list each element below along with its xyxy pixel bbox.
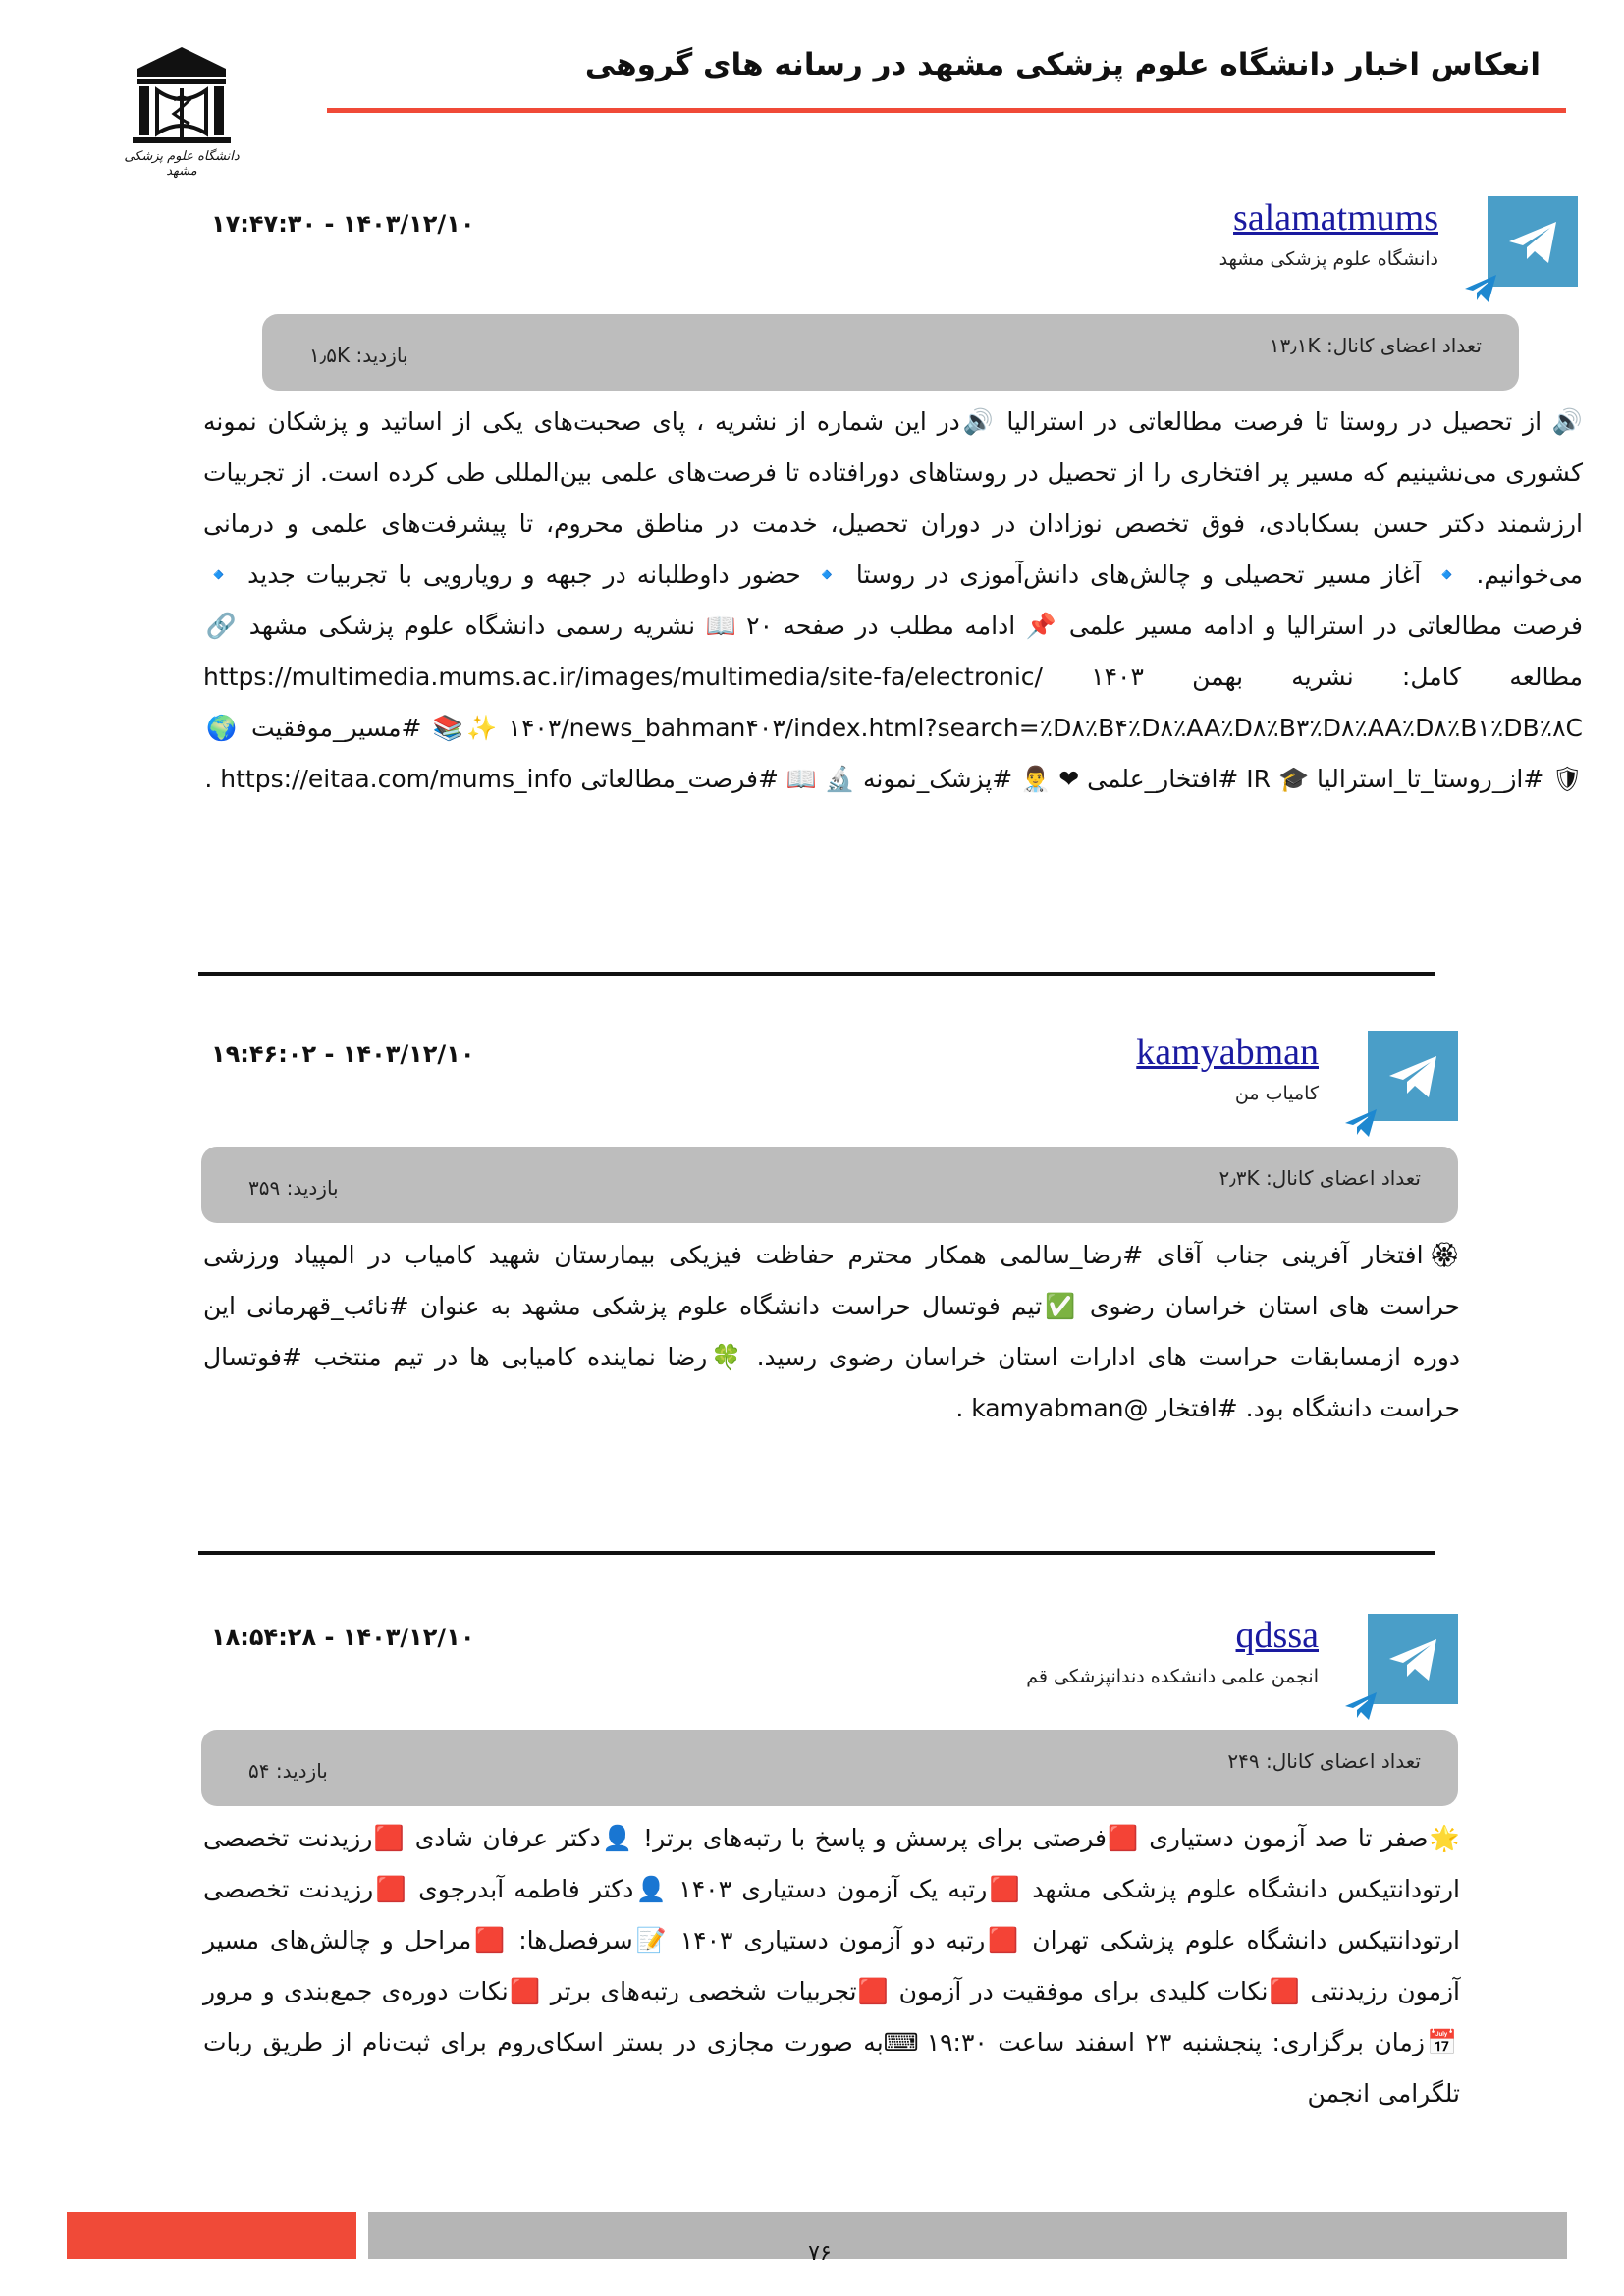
post-body-text: 🏵افتخار آفرینی جناب آقای #رضا_سالمی همکار محترم حفاظت فیزیکی بیمارستان شهید کامیاب در المپیاد ورزشی حراست های استان خراسان رضوی ✅تیم فوتسال حراست دانشگاه علوم پزشکی مشهد به عنوان #نائب_قهرمانی این دوره ازمسابقات حراست های ادارات استان خراسان رضوی رسید. 🍀رضا نماینده کامیابی ها در تیم منتخب #فوتسال حراست دانشگاه بود. #افتخار @kamyabman . xyxy=(203,1241,1460,1422)
channel-subtitle: انجمن علمی دانشکده دندانپزشکی قم xyxy=(1026,1666,1319,1687)
post-stats-bar xyxy=(262,314,1519,391)
post-divider xyxy=(198,1551,1435,1555)
post-views-count: بازدید: ۳۵۹ xyxy=(248,1176,339,1200)
telegram-icon xyxy=(1341,1686,1380,1726)
telegram-channel-icon[interactable] xyxy=(1368,1614,1458,1704)
post-views-count: بازدید: ۵۴ xyxy=(248,1759,328,1783)
channel-name-link[interactable]: kamyabman xyxy=(1136,1032,1319,1073)
channel-subtitle: دانشگاه علوم پزشکی مشهد xyxy=(1218,248,1438,270)
header-divider xyxy=(327,108,1566,113)
post-body-text: 🔊 از تحصیل در روستا تا فرصت مطالعاتی در استرالیا 🔊در این شماره از نشریه ، پای صحبت‌های یکی از اساتید و پزشکان نمونه کشوری می‌نشینیم که مسیر پر افتخاری را از تحصیل در روستاهای دورافتاده تا فرصت‌های علمی بین‌المللی طی کرده است. از تجربیات ارزشمند دکتر حسن بسکابادی، فوق تخصص نوزادان در دوران تحصیل، خدمت در مناطق محروم، تا پیشرفت‌های علمی و درمانی می‌خوانیم. 🔹 آغاز مسیر تحصیلی و چالش‌های دانش‌آموزی در روستا 🔹 حضور داوطلبانه در جبهه و رویارویی با تجربیات جدید 🔹 فرصت مطالعاتی در استرالیا و ادامه مسیر علمی 📌 ادامه مطلب در صفحه ۲۰ 📖 نشریه رسمی دانشگاه علوم پزشکی مشهد 🔗 مطالعه کامل: نشریه بهمن ۱۴۰۳ https://multimedia.mums.ac.ir/images/multimedia/site-fa/electronic/۱۴۰۳/news_bahman۴۰۳/index.html?search=٪D۸٪B۴٪D۸٪AA٪D۸٪B۳٪D۸٪AA٪D۸٪B۱٪DB٪۸C ✨📚 #مسیر_موفقیت 🌍 🛡 #از_روستا_تا_استرالیا 🎓 IR #افتخار_علمی ❤ 👨‍⚕ #پزشک_نمونه 🔬 📖 #فرصت_مطالعاتی https://eitaa.com/mums_info . xyxy=(203,407,1584,793)
logo-caption: دانشگاه علوم پزشکی مشهد xyxy=(124,149,240,179)
channel-members-count: تعداد اعضای کانال: ۱۳٫۱K xyxy=(1269,334,1482,357)
post-views-count: بازدید: ۱٫۵K xyxy=(309,344,408,367)
telegram-channel-icon[interactable] xyxy=(1368,1031,1458,1121)
post-divider xyxy=(198,972,1435,976)
post-datetime: ۱۴۰۳/۱۲/۱۰ - ۱۷:۴۷:۳۰ xyxy=(211,210,475,238)
channel-members-count: تعداد اعضای کانال: ۲۴۹ xyxy=(1227,1749,1421,1773)
channel-subtitle: کامیاب من xyxy=(1234,1083,1319,1104)
post-datetime: ۱۴۰۳/۱۲/۱۰ - ۱۹:۴۶:۰۲ xyxy=(211,1041,475,1068)
university-logo xyxy=(118,39,245,179)
post-datetime: ۱۴۰۳/۱۲/۱۰ - ۱۸:۵۴:۲۸ xyxy=(211,1624,475,1651)
telegram-icon xyxy=(1341,1103,1380,1143)
footer-accent-bar xyxy=(67,2212,356,2259)
channel-name-link[interactable]: qdssa xyxy=(1235,1615,1319,1656)
page-number: ۷۶ xyxy=(808,2241,832,2266)
post-stats-bar xyxy=(201,1730,1458,1806)
telegram-channel-icon[interactable] xyxy=(1488,196,1578,287)
post-body-text: 🌟صفر تا صد آزمون دستیاری 🟥فرصتی برای پرسش و پاسخ با رتبه‌های برتر! 👤دکتر عرفان شادی 🟥رزیدنت تخصصی ارتودانتیکس دانشگاه علوم پزشکی مشهد 🟥رتبه یک آزمون دستیاری ۱۴۰۳ 👤دکتر فاطمه آبدرجوی 🟥رزیدنت تخصصی ارتودانتیکس دانشگاه علوم پزشکی تهران 🟥رتبه دو آزمون دستیاری ۱۴۰۳ 📝سرفصل‌ها: 🟥مراحل و چالش‌های مسیر آزمون رزیدنتی 🟥نکات کلیدی برای موفقیت در آزمون 🟥تجربیات شخصی رتبه‌های برتر 🟥نکات دوره‌ی جمع‌بندی و مرور 📅زمان برگزاری: پنجشنبه ۲۳ اسفند ساعت ۱۹:۳۰ ⌨به صورت مجازی در بستر اسکای‌روم برای ثبت‌نام از طریق ربات تلگرامی انجمن xyxy=(203,1824,1461,2108)
telegram-icon xyxy=(1461,269,1500,308)
page-header-title: انعکاس اخبار دانشگاه علوم پزشکی مشهد در رسانه های گروهی xyxy=(584,47,1541,82)
channel-members-count: تعداد اعضای کانال: ۲٫۳K xyxy=(1218,1166,1421,1190)
channel-name-link[interactable]: salamatmums xyxy=(1233,197,1438,239)
post-stats-bar xyxy=(201,1147,1458,1223)
footer-bar xyxy=(368,2212,1567,2259)
university-emblem-icon xyxy=(118,39,245,167)
